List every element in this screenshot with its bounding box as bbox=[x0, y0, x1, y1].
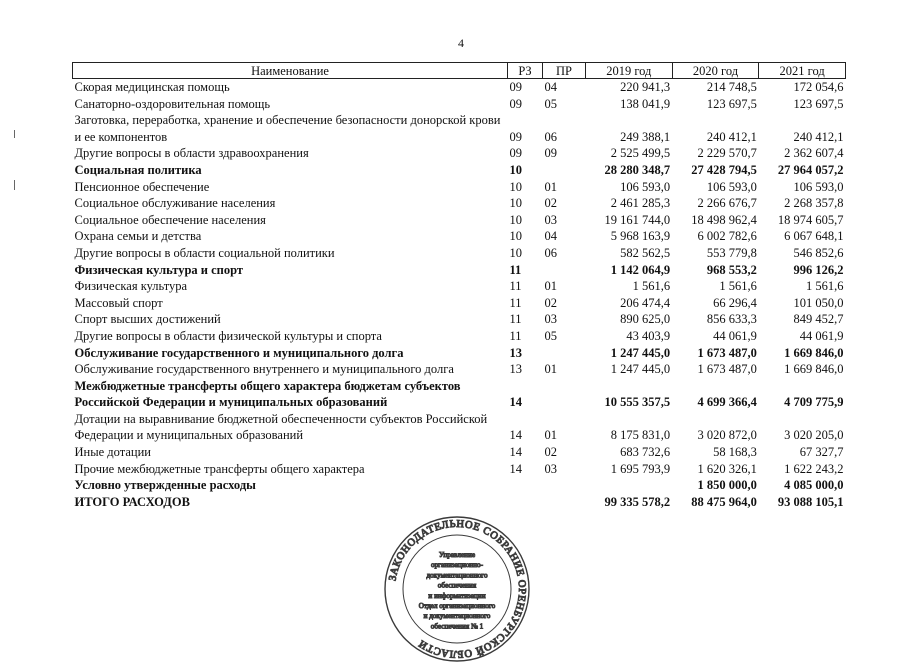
row-pr: 04 bbox=[544, 229, 557, 244]
table-row bbox=[73, 162, 846, 179]
row-2020: 1 673 487,0 bbox=[697, 345, 757, 360]
row-2019: 1 142 064,9 bbox=[610, 262, 671, 277]
header-pr: ПР bbox=[543, 63, 586, 79]
page-number: 4 bbox=[458, 36, 464, 50]
header-rz: РЗ bbox=[508, 63, 543, 79]
table-row bbox=[73, 79, 846, 96]
row-2020: 3 020 872,0 bbox=[697, 428, 757, 443]
row-2020: 1 850 000,0 bbox=[697, 478, 757, 493]
seal-line: Отдел организационного bbox=[418, 602, 496, 610]
row-2019: 249 388,1 bbox=[620, 129, 671, 144]
row-2021: 1 669 846,0 bbox=[784, 362, 844, 377]
row-2019: 1 247 445,0 bbox=[610, 362, 671, 377]
row-2020: 240 412,1 bbox=[706, 129, 757, 144]
seal-line: обеспечения bbox=[437, 581, 477, 590]
row-2021: 123 697,5 bbox=[793, 96, 844, 111]
table-row bbox=[73, 212, 846, 229]
row-pr bbox=[543, 345, 586, 362]
row-2019: 683 732,6 bbox=[620, 445, 671, 460]
seal-line: Управление bbox=[438, 551, 476, 559]
header-2021: 2021 год bbox=[759, 63, 846, 79]
budget-table bbox=[72, 62, 846, 510]
row-2019: 1 561,6 bbox=[632, 279, 671, 294]
table-row bbox=[73, 411, 846, 444]
row-2020: 1 673 487,0 bbox=[697, 362, 757, 377]
row-pr: 02 bbox=[544, 295, 557, 310]
row-2020: 1 620 326,1 bbox=[697, 461, 757, 476]
row-pr bbox=[543, 162, 586, 179]
row-2021: 1 622 243,2 bbox=[784, 461, 844, 476]
row-rz: 10 bbox=[509, 212, 522, 227]
row-2020: 856 633,3 bbox=[706, 312, 757, 327]
row-2019 bbox=[586, 477, 673, 494]
row-2020: 4 699 366,4 bbox=[697, 395, 757, 410]
row-rz: 09 bbox=[509, 146, 522, 161]
row-2021: 3 020 205,0 bbox=[784, 428, 844, 443]
row-2019: 28 280 348,7 bbox=[604, 162, 671, 177]
row-2021: 2 268 357,8 bbox=[784, 196, 844, 211]
row-2020: 106 593,0 bbox=[706, 179, 757, 194]
row-2021: 27 964 057,2 bbox=[777, 162, 844, 177]
table-row bbox=[73, 245, 846, 262]
margin-mark bbox=[14, 130, 15, 138]
row-2021: 44 061,9 bbox=[799, 328, 844, 343]
table-body bbox=[73, 79, 846, 511]
table-row bbox=[73, 378, 846, 411]
row-2020: 123 697,5 bbox=[706, 96, 757, 111]
row-2021: 6 067 648,1 bbox=[784, 229, 844, 244]
table-row bbox=[73, 361, 846, 378]
row-2020: 6 002 782,6 bbox=[697, 229, 757, 244]
row-name: Социальное обеспечение населения bbox=[74, 212, 266, 227]
row-2021: 240 412,1 bbox=[793, 129, 844, 144]
row-2019: 2 525 499,5 bbox=[610, 146, 671, 161]
row-rz: 10 bbox=[509, 245, 522, 260]
seal-line: обеспечения № 1 bbox=[430, 622, 484, 631]
row-pr: 01 bbox=[544, 362, 557, 377]
row-name: Спорт высших достижений bbox=[74, 312, 221, 327]
row-2021: 172 054,6 bbox=[793, 80, 844, 94]
row-2021: 18 974 605,7 bbox=[777, 212, 844, 227]
row-2020: 2 266 676,7 bbox=[697, 196, 757, 211]
row-rz: 10 bbox=[509, 196, 522, 211]
seal-line: и документационного bbox=[423, 612, 491, 621]
row-rz bbox=[508, 477, 543, 494]
official-seal bbox=[383, 515, 531, 663]
header-name: Наименование bbox=[73, 63, 508, 79]
row-rz: 14 bbox=[509, 461, 522, 476]
row-name: Другие вопросы в области физической культуры и спорта bbox=[74, 328, 382, 343]
row-name: Пенсионное обеспечение bbox=[74, 179, 210, 194]
row-2020: 88 475 964,0 bbox=[691, 494, 757, 509]
table-row bbox=[73, 477, 846, 494]
table-row bbox=[73, 195, 846, 212]
row-2021: 1 669 846,0 bbox=[784, 345, 844, 360]
row-2020: 553 779,8 bbox=[706, 245, 757, 260]
row-2019: 1 247 445,0 bbox=[610, 345, 671, 360]
row-rz: 09 bbox=[509, 80, 522, 94]
seal-line: документационного bbox=[426, 571, 488, 580]
row-rz: 14 bbox=[509, 445, 522, 460]
row-2020: 968 553,2 bbox=[706, 262, 757, 277]
row-pr bbox=[543, 262, 586, 279]
row-2021: 546 852,6 bbox=[793, 245, 844, 260]
row-2021: 67 327,7 bbox=[799, 445, 844, 460]
row-pr: 06 bbox=[544, 245, 557, 260]
table-row bbox=[73, 112, 846, 145]
row-2020: 58 168,3 bbox=[713, 445, 757, 460]
row-rz: 11 bbox=[509, 328, 522, 343]
row-2020: 214 748,5 bbox=[706, 80, 757, 94]
margin-mark bbox=[14, 180, 15, 190]
seal-line: и информатизации bbox=[428, 591, 486, 600]
row-name: Иные дотации bbox=[74, 445, 151, 460]
row-name: Охрана семьи и детства bbox=[74, 229, 202, 244]
row-name: Социальное обслуживание населения bbox=[74, 196, 276, 211]
row-pr bbox=[543, 378, 586, 411]
row-2019: 10 555 357,5 bbox=[604, 395, 671, 410]
row-2021: 2 362 607,4 bbox=[784, 146, 844, 161]
row-2019: 1 695 793,9 bbox=[610, 461, 671, 476]
row-2019: 99 335 578,2 bbox=[604, 494, 671, 509]
row-name: Физическая культура bbox=[74, 279, 188, 294]
svg-text:ЗАКОНОДАТЕЛЬНОЕ СОБРАНИЕ ОРЕНБ: ЗАКОНОДАТЕЛЬНОЕ СОБРАНИЕ ОРЕНБУРГСКОЙ ОБЛАСТИ bbox=[387, 518, 528, 660]
row-rz: 11 bbox=[509, 262, 522, 277]
row-2019: 206 474,4 bbox=[620, 295, 671, 310]
row-2020: 44 061,9 bbox=[713, 328, 757, 343]
row-2021: 101 050,0 bbox=[793, 295, 844, 310]
row-name: Условно утвержденные расходы bbox=[74, 478, 256, 493]
row-name: Массовый спорт bbox=[74, 295, 163, 310]
table-row bbox=[73, 262, 846, 279]
row-rz: 10 bbox=[509, 229, 522, 244]
row-rz: 10 bbox=[509, 162, 522, 177]
row-2020: 66 296,4 bbox=[713, 295, 757, 310]
table-header-row bbox=[73, 63, 846, 79]
row-rz bbox=[508, 494, 543, 511]
row-rz: 13 bbox=[509, 362, 522, 377]
row-pr: 03 bbox=[544, 461, 557, 476]
row-name: Заготовка, переработка, хранение и обеспечение безопасности донорской крови и ее компонентов bbox=[74, 113, 501, 144]
row-2019: 8 175 831,0 bbox=[610, 428, 671, 443]
row-name: Социальная политика bbox=[74, 162, 202, 177]
row-rz: 13 bbox=[509, 345, 522, 360]
row-name: ИТОГО РАСХОДОВ bbox=[74, 494, 190, 509]
table-row bbox=[73, 295, 846, 312]
row-rz: 11 bbox=[509, 279, 522, 294]
row-2020: 2 229 570,7 bbox=[697, 146, 757, 161]
table-row bbox=[73, 228, 846, 245]
row-name: Обслуживание государственного внутреннего и муниципального долга bbox=[74, 362, 454, 377]
row-name: Обслуживание государственного и муниципального долга bbox=[74, 345, 404, 360]
row-rz: 10 bbox=[509, 179, 522, 194]
row-2019: 106 593,0 bbox=[620, 179, 671, 194]
row-rz: 14 bbox=[509, 395, 522, 410]
row-pr: 01 bbox=[544, 279, 557, 294]
row-rz: 11 bbox=[509, 295, 522, 310]
table-row bbox=[73, 278, 846, 295]
row-2019: 890 625,0 bbox=[620, 312, 671, 327]
row-2019: 43 403,9 bbox=[626, 328, 671, 343]
row-rz: 14 bbox=[509, 428, 522, 443]
header-2019: 2019 год bbox=[586, 63, 673, 79]
row-2019: 138 041,9 bbox=[620, 96, 671, 111]
row-rz: 11 bbox=[509, 312, 522, 327]
row-2019: 19 161 744,0 bbox=[604, 212, 671, 227]
row-pr: 03 bbox=[544, 312, 557, 327]
header-2020: 2020 год bbox=[672, 63, 759, 79]
row-name: Дотации на выравнивание бюджетной обеспеченности субъектов Российской Федерации и муниципальных образований bbox=[74, 411, 488, 443]
row-2021: 4 709 775,9 bbox=[784, 395, 844, 410]
row-pr bbox=[543, 477, 586, 494]
table-row bbox=[73, 328, 846, 345]
row-2021: 93 088 105,1 bbox=[777, 494, 844, 509]
row-2020: 18 498 962,4 bbox=[691, 212, 757, 227]
row-pr: 03 bbox=[544, 212, 557, 227]
row-pr: 04 bbox=[544, 80, 557, 94]
table-row bbox=[73, 179, 846, 196]
row-2021: 1 561,6 bbox=[806, 279, 844, 294]
row-rz: 09 bbox=[509, 96, 522, 111]
row-pr: 01 bbox=[544, 428, 557, 443]
row-name: Скорая медицинская помощь bbox=[74, 80, 230, 94]
row-2019: 5 968 163,9 bbox=[610, 229, 671, 244]
row-pr: 06 bbox=[544, 129, 557, 144]
row-pr: 09 bbox=[544, 146, 557, 161]
table-row bbox=[73, 345, 846, 362]
row-rz: 09 bbox=[509, 129, 522, 144]
row-pr: 05 bbox=[544, 96, 557, 111]
row-pr: 01 bbox=[544, 179, 557, 194]
row-2019: 220 941,3 bbox=[620, 80, 671, 94]
row-2021: 4 085 000,0 bbox=[784, 478, 844, 493]
row-2021: 106 593,0 bbox=[793, 179, 844, 194]
row-name: Межбюджетные трансферты общего характера бюджетам субъектов Российской Федерации и муниципальных образований bbox=[74, 378, 461, 410]
row-pr bbox=[543, 494, 586, 511]
row-2019: 2 461 285,3 bbox=[610, 196, 671, 211]
row-name: Санаторно-оздоровительная помощь bbox=[74, 96, 271, 111]
row-2020: 1 561,6 bbox=[719, 279, 757, 294]
table-row bbox=[73, 444, 846, 461]
row-2019: 582 562,5 bbox=[620, 245, 671, 260]
table-row bbox=[73, 311, 846, 328]
row-name: Прочие межбюджетные трансферты общего характера bbox=[74, 461, 365, 476]
row-name: Другие вопросы в области социальной политики bbox=[74, 245, 335, 260]
row-pr: 02 bbox=[544, 445, 557, 460]
seal-line: организационно- bbox=[430, 561, 484, 570]
table-row bbox=[73, 461, 846, 478]
table-row bbox=[73, 145, 846, 162]
row-2020: 27 428 794,5 bbox=[691, 162, 757, 177]
row-2021: 996 126,2 bbox=[793, 262, 844, 277]
row-pr: 02 bbox=[544, 196, 557, 211]
table-row bbox=[73, 494, 846, 511]
row-name: Физическая культура и спорт bbox=[74, 262, 244, 277]
row-2021: 849 452,7 bbox=[793, 312, 844, 327]
row-name: Другие вопросы в области здравоохранения bbox=[74, 146, 309, 161]
row-pr: 05 bbox=[544, 328, 557, 343]
table-row bbox=[73, 96, 846, 113]
